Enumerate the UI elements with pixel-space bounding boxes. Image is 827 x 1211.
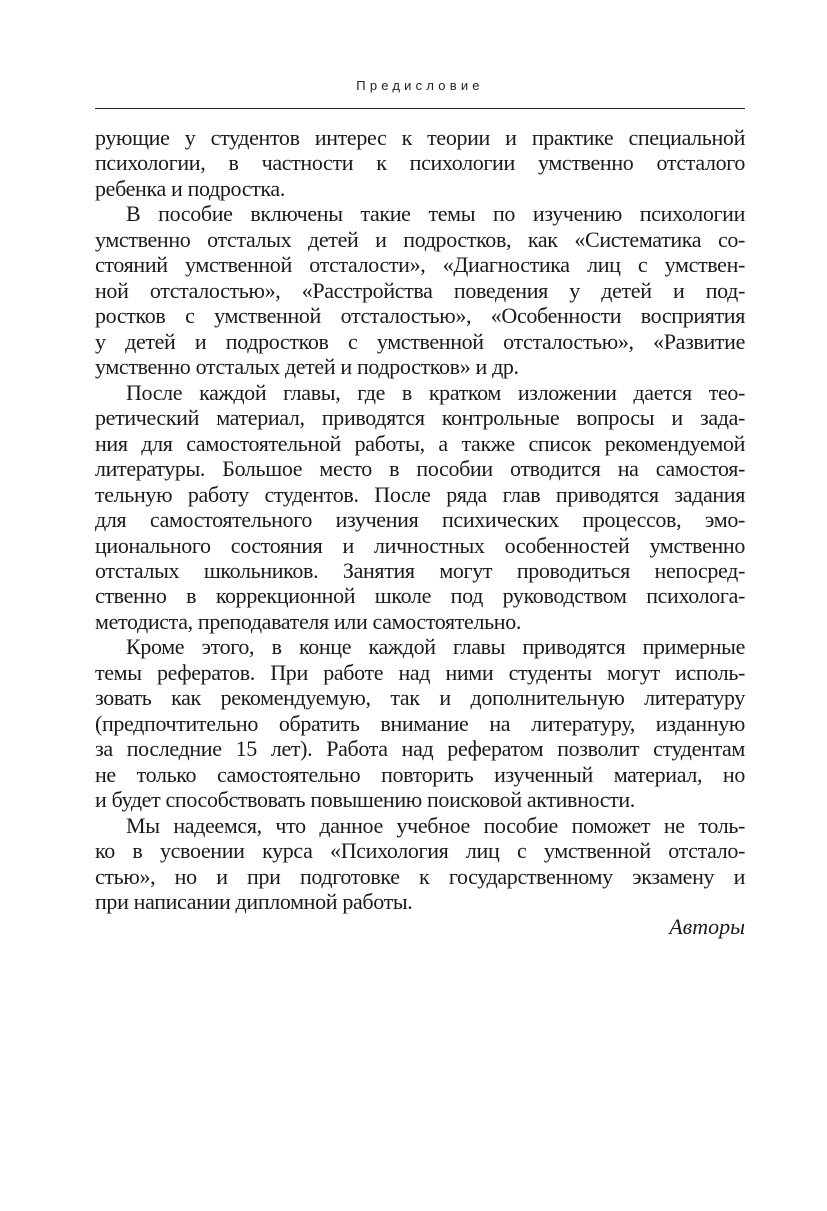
text-line: отсталых школьников. Занятия могут проводиться непосред-: [95, 557, 745, 583]
text-line: для самостоятельного изучения психических процессов, эмо-: [95, 507, 745, 533]
text-line: После каждой главы, где в кратком изложении дается тео-: [126, 379, 745, 405]
text-line: Мы надеемся, что данное учебное пособие поможет не толь-: [126, 812, 745, 838]
text-line: (предпочтительно обратить внимание на литературу, изданную: [95, 710, 745, 736]
text-line: при написании дипломной работы.: [95, 889, 413, 915]
text-line: и будет способствовать повышению поисковой активности.: [95, 787, 635, 813]
text-line: психологии, в частности к психологии умственно отсталого: [95, 150, 745, 176]
text-line: стью», но и при подготовке к государственному экзамену и: [95, 863, 745, 889]
text-line: стояний умственной отсталости», «Диагностика лиц с умствен-: [95, 252, 745, 278]
text-line: рующие у студентов интерес к теории и практике специальной: [95, 125, 745, 150]
header-rule: [95, 108, 745, 109]
body-text: [95, 125, 745, 915]
text-line: не только самостоятельно повторить изученный материал, но: [95, 761, 745, 787]
text-line: В пособие включены такие темы по изучению психологии: [126, 201, 745, 227]
text-line: ния для самостоятельной работы, а также список рекомендуемой: [95, 430, 745, 456]
text-line: темы рефератов. При работе над ними студенты могут исполь-: [95, 659, 745, 685]
text-line: методиста, преподавателя или самостоятельно.: [95, 608, 522, 634]
running-header: Предисловие: [356, 78, 484, 93]
text-line: у детей и подростков с умственной отсталостью», «Развитие: [95, 328, 745, 354]
text-line: за последние 15 лет). Работа над рефератом позволит студентам: [95, 736, 745, 762]
text-line: Кроме этого, в конце каждой главы приводятся примерные: [126, 634, 745, 660]
text-line: ко в усвоении курса «Психология лиц с умственной отстало-: [95, 838, 745, 864]
text-line: ростков с умственной отсталостью», «Особенности восприятия: [95, 303, 745, 329]
text-line: ной отсталостью», «Расстройства поведения у детей и под-: [95, 277, 745, 303]
text-line: умственно отсталых детей и подростков, как «Систематика со-: [95, 226, 745, 252]
text-line: ственно в коррекционной школе под руководством психолога-: [95, 583, 745, 609]
signature: Авторы: [669, 914, 745, 939]
text-line: тельную работу студентов. После ряда глав приводятся задания: [95, 481, 745, 507]
text-line: ретический материал, приводятся контрольные вопросы и зада-: [95, 405, 745, 431]
text-line: зовать как рекомендуемую, так и дополнительную литературу: [95, 685, 745, 711]
text-line: литературы. Большое место в пособии отводится на самостоя-: [95, 456, 745, 482]
text-line: ребенка и подростка.: [95, 175, 285, 201]
text-line: умственно отсталых детей и подростков» и др.: [95, 354, 519, 380]
text-line: ционального состояния и личностных особенностей умственно: [95, 532, 745, 558]
